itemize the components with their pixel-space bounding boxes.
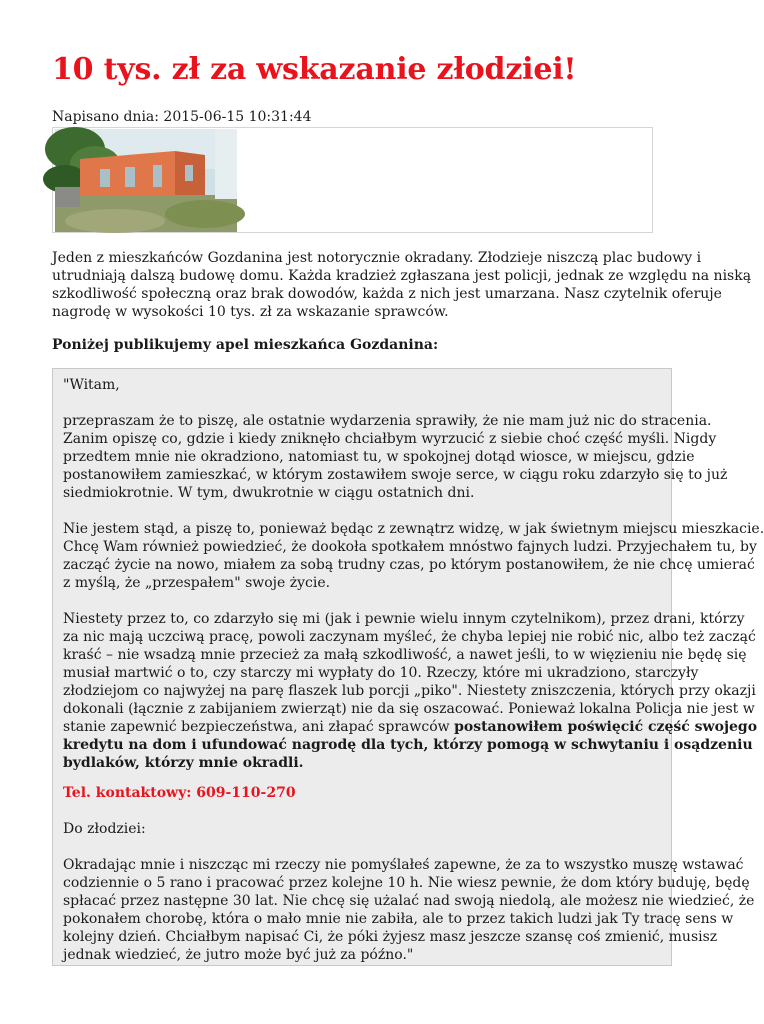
quote-line: za nic mają uczciwą pracę, powoli zaczynam myśleć, że chyba lepiej nie robić nic, albo też zacząć <box>63 629 756 645</box>
quote-line: przedtem mnie nie okradziono, natomiast tu, w spokojnej dotąd wiosce, w miejscu, gdzie <box>63 449 695 465</box>
article-image-frame <box>52 127 653 233</box>
quote-line: kraść – nie wsadzą mnie przecież za małą szkodliwość, a nawet jeśli, to w więzieniu nie będę się <box>63 647 747 663</box>
quote-emphasis: postanowiłem poświęcić część swojego <box>454 719 758 735</box>
quote-paragraph-4 <box>63 856 754 964</box>
house-construction-photo[interactable] <box>55 129 237 232</box>
lead-line: szkodliwość społeczną oraz brak dowodów, każda z nich jest umarzana. Nasz czytelnik oferuje <box>52 286 722 302</box>
quote-emphasis: bydlaków, którzy mnie okradli. <box>63 755 304 771</box>
quote-line: pokonałem chorobę, która o mało mnie nie zabiła, ale to przez takich ludzi jak Ty tracę sens w <box>63 911 734 927</box>
quote-line: jednak wiedzieć, że jutro może być już za późno." <box>63 947 414 963</box>
contact-phone[interactable]: Tel. kontaktowy: 609-110-270 <box>63 785 296 801</box>
publish-date: Napisano dnia: 2015-06-15 10:31:44 <box>52 109 312 125</box>
section-subheading: Poniżej publikujemy apel mieszkańca Gozdanina: <box>52 337 439 353</box>
quote-line: Chcę Wam również powiedzieć, że dookoła spotkałem mnóstwo fajnych ludzi. Przyjechałem tu, by <box>63 539 757 555</box>
quote-paragraph-1 <box>63 412 727 502</box>
quote-paragraph-3 <box>63 610 757 772</box>
quote-line: kolejny dzień. Chciałbym napisać Ci, że póki żyjesz masz jeszcze szansę coś zmienić, musisz <box>63 929 718 945</box>
quote-text: stanie zapewnić bezpieczeństwa, ani złapać sprawców <box>63 719 455 735</box>
quote-line: codziennie o 5 rano i pracować przez kolejne 10 h. Nie wiesz pewnie, że dom który buduję, będę <box>63 875 750 891</box>
quote-line: Zanim opiszę co, gdzie i kiedy zniknęło chciałbym wyrzucić z siebie choć część myśli. Nigdy <box>63 431 717 447</box>
to-thieves-heading: Do złodziei: <box>63 821 146 837</box>
lead-line: nagrodę w wysokości 10 tys. zł za wskazanie sprawców. <box>52 304 449 320</box>
quote-paragraph-2 <box>63 520 764 592</box>
quote-line-bold <box>63 754 757 772</box>
quote-line: Niestety przez to, co zdarzyło się mi (jak i pewnie wielu innym czytelnikom), przez drani, którzy <box>63 611 745 627</box>
quote-line: złodziejom co najwyżej na parę flaszek lub porcji „piko". Niestety zniszczenia, których przy okazji <box>63 683 756 699</box>
quote-emphasis: kredytu na dom i ufundować nagrodę dla tych, którzy pomogą w schwytaniu i osądzeniu <box>63 737 753 753</box>
quote-line: przepraszam że to piszę, ale ostatnie wydarzenia sprawiły, że nie mam już nic do stracenia. <box>63 413 712 429</box>
quote-line: postanowiłem zamieszkać, w którym zostawiłem swoje serce, w ciągu roku zdarzyło się to już <box>63 467 728 483</box>
quote-line: Nie jestem stąd, a piszę to, ponieważ będąc z zewnątrz widzę, w jak świetnym miejscu mieszkacie. <box>63 521 764 537</box>
quote-greeting: "Witam, <box>63 377 120 393</box>
quote-line: siedmiokrotnie. W tym, dwukrotnie w ciągu ostatnich dni. <box>63 485 475 501</box>
quote-line: zacząć życie na nowo, miałem za sobą trudny czas, po którym postanowiłem, że nie chcę umierać <box>63 557 755 573</box>
article-title: 10 tys. zł za wskazanie złodziei! <box>52 52 577 87</box>
quote-line: z myślą, że „przespałem" swoje życie. <box>63 575 331 591</box>
quote-line: spłacać przez następne 30 lat. Nie chcę się użalać nad swoją niedolą, ale możesz nie wiedzieć, że <box>63 893 755 909</box>
quote-line: dokonali (łącznie z zabijaniem zwierząt) nie da się oszacować. Ponieważ lokalna Policja nie jest w <box>63 701 755 717</box>
quote-line-mixed <box>63 718 757 736</box>
quote-line: musiał martwić o to, czy starczy mi wypłaty do 10. Rzeczy, które mi ukradziono, starczyły <box>63 665 699 681</box>
appeal-quote-box <box>52 368 764 966</box>
quote-line: Okradając mnie i niszcząc mi rzeczy nie pomyślałeś zapewne, że za to wszystko muszę wstawać <box>63 857 744 873</box>
lead-paragraph <box>52 249 752 321</box>
lead-line: utrudniają dalszą budowę domu. Każda kradzież zgłaszana jest policji, jednak ze względu na niską <box>52 268 752 284</box>
lead-line: Jeden z mieszkańców Gozdanina jest notorycznie okradany. Złodzieje niszczą plac budowy i <box>52 250 702 266</box>
quote-line-bold <box>63 736 757 754</box>
